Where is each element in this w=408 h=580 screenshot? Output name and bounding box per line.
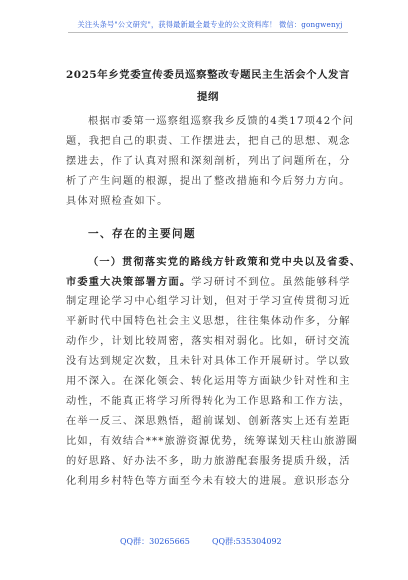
item1-line: 在举一反三、深思熟悟，超前谋划、创新落实上还有差距 (66, 416, 351, 427)
item1-line (66, 272, 350, 292)
item1-line: 化利用乡村特色等方面至今未有较大的进展。意识形态分 (66, 476, 351, 487)
intro-line: 析了产生问题的根源，提出了整改措施和今后努力方向。 (66, 176, 351, 187)
item1-lead: （一）贯彻落实党的路线方针政策和党中央以及省委、 (88, 256, 362, 268)
footer-qq-group-2[interactable]: QQ群:535304092 (212, 537, 282, 546)
intro-line: 根据市委第一巡察组巡察我乡反馈的4类17项42个问 (88, 116, 355, 127)
item1-line: 用不深入。在深化领会、转化运用等方面缺少针对性和主 (66, 376, 351, 387)
document-title-continued: 提纲 (197, 91, 219, 103)
item1-line: 没有达到规定次数，且未针对具体工作开展研讨。学以致 (66, 356, 351, 367)
item1-line-text: 学习研讨不到位。虽然能够科学 (191, 277, 351, 288)
item1-line: 平新时代中国特色社会主义思想，往往集体动作多，分解 (66, 316, 351, 327)
item1-line: 的好思路、好办法不多，助力旅游配套服务提质升级，活 (66, 456, 351, 467)
intro-line: 具体对照检查如下。 (66, 196, 169, 207)
item1-line: 动性，不能真正将学习所得转化为工作思路和工作方法， (66, 396, 351, 407)
intro-line: 题，我把自己的职责、工作摆进去，把自己的思想、观念 (66, 136, 351, 147)
item1-line: 制定理论学习中心组学习计划，但对于学习宣传贯彻习近 (66, 296, 351, 307)
intro-line: 摆进去，作了认真对照和深刻剖析，列出了问题所在，分 (66, 156, 351, 167)
item1-line: 比如，有效结合***旅游资源优势，统筹谋划天柱山旅游圈 (66, 436, 359, 447)
intro-paragraph (66, 112, 355, 212)
item1-line: 动作少，计划比较周密，落实相对弱化。比如，研讨交流 (66, 336, 351, 347)
document-title: 2025年乡党委宣传委员巡察整改专题民主生活会个人发言 (65, 69, 351, 81)
footer-qq-group-1[interactable]: QQ群：30265665 (120, 537, 190, 546)
section-heading-problems: 一、存在的主要问题 (88, 228, 196, 240)
header-divider (68, 32, 348, 33)
item1-lead-continued: 市委重大决策部署方面。 (66, 276, 192, 288)
header-promo-banner[interactable]: 关注头条号"公文研究"，获得最新最全最专业的公文资料库！ 微信：gongwenyj (77, 20, 343, 29)
item1-paragraph (66, 252, 362, 492)
